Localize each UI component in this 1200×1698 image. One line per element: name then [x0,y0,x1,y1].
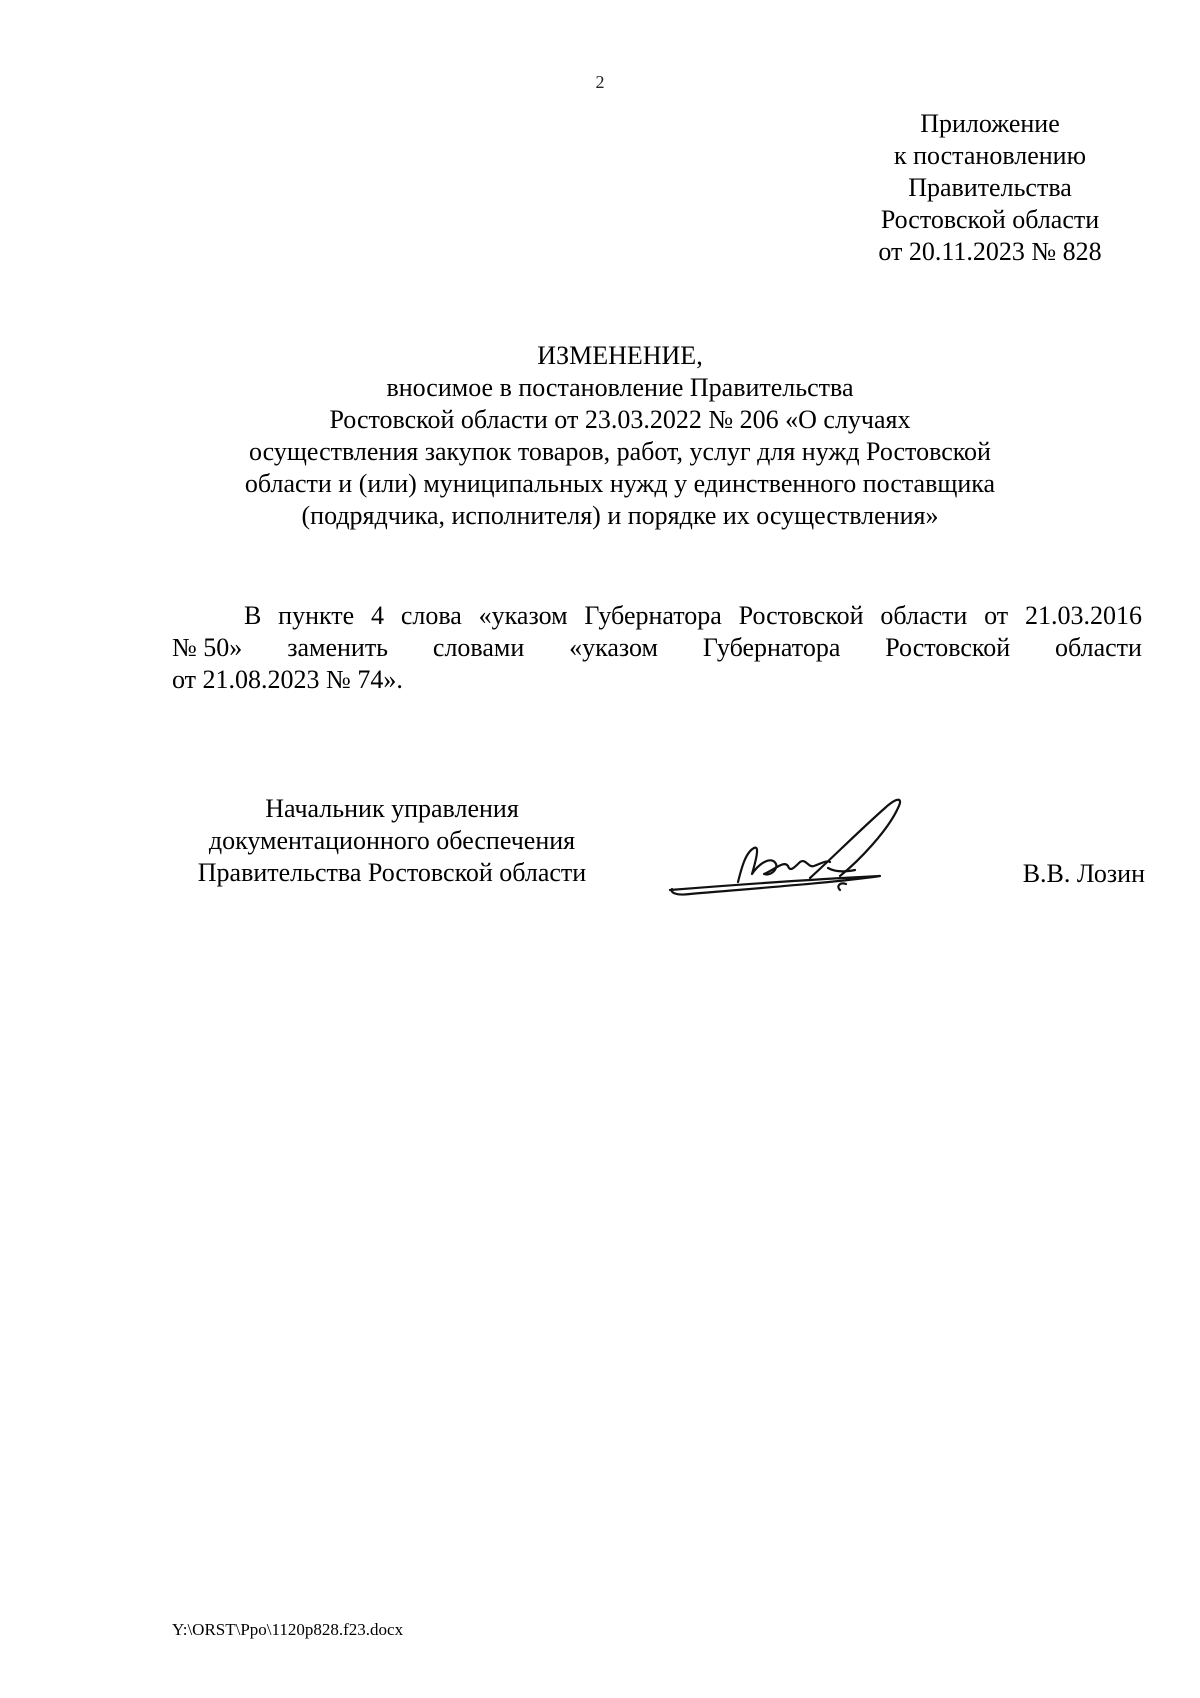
body-word: «указом [569,633,659,662]
appendix-reference [800,108,1180,268]
heading-line: Ростовской области от 23.03.2022 № 206 «О случаях [329,405,911,434]
heading-title: ИЗМЕНЕНИЕ, [537,341,703,370]
body-word: Ростовской [885,633,1011,662]
signer-name: В.В. Лозин [1022,859,1145,888]
handwritten-signature [660,790,950,910]
appendix-line: Правительства [908,173,1072,202]
heading-line: вносимое в постановление Правительства [386,373,854,402]
page-number: 2 [595,72,605,92]
body-paragraph [172,600,1142,696]
body-word: словами [432,633,525,662]
appendix-line: от 20.11.2023 № 828 [878,237,1102,266]
file-path-footer: Y:\ORST\Ppo\1120p828.f23.docx [172,1620,404,1639]
appendix-line: Ростовской области [880,205,1100,234]
body-line: от 21.08.2023 № 74». [172,665,403,694]
document-heading [170,340,1070,532]
signatory-line: Начальник управления [265,794,519,823]
body-word: № 50» [172,633,243,662]
heading-line: осуществления закупок товаров, работ, услуг для нужд Ростовской [249,437,991,466]
body-line: В пункте 4 слова «указом Губернатора Ростовской области от 21.03.2016 [244,601,1142,630]
body-word: Губернатора [702,633,841,662]
appendix-line: к постановлению [893,141,1087,170]
signatory-line: документационного обеспечения [208,826,576,855]
signatory-position [172,793,612,889]
appendix-line: Приложение [920,109,1060,138]
body-word: заменить [287,633,389,662]
body-word: области [1055,633,1142,662]
heading-line: (подрядчика, исполнителя) и порядке их осуществления» [301,501,939,530]
signatory-line: Правительства Ростовской области [197,858,587,887]
body-line-justified [172,632,1142,664]
heading-line: области и (или) муниципальных нужд у единственного поставщика [244,469,996,498]
